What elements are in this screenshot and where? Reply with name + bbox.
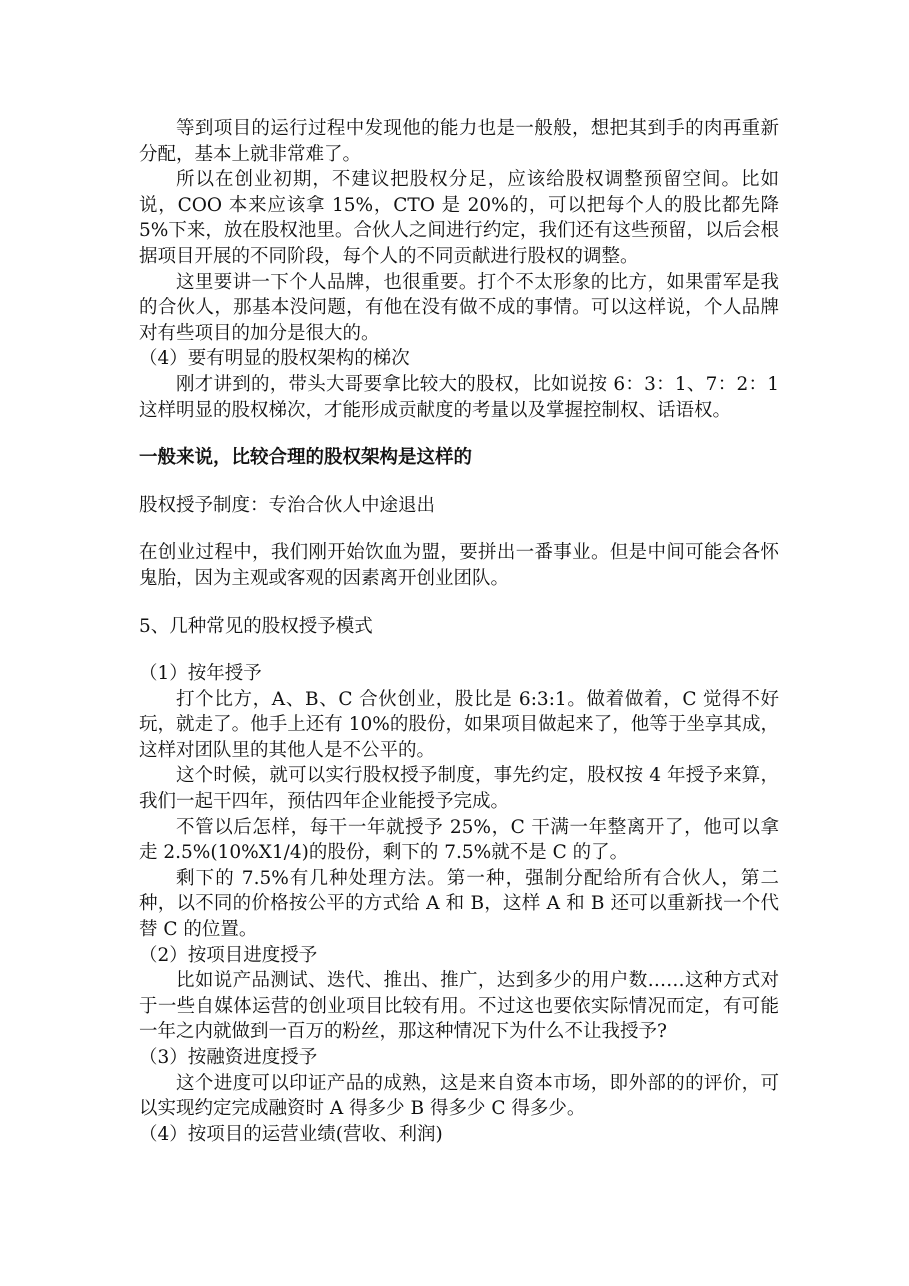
section-heading: 一般来说，比较合理的股权架构是这样的 xyxy=(139,447,473,469)
paragraph: 等到项目的运行过程中发现他的能力也是一般般，想把其到手的肉再重新分配，基本上就非常难了。 xyxy=(139,118,779,165)
subheading: （3）按融资进度授予 xyxy=(139,1047,318,1068)
subheading: （4）要有明显的股权架构的梯次 xyxy=(139,348,410,370)
paragraph: 刚才讲到的，带头大哥要拿比较大的股权，比如说按 6：3：1、7：2：1 这样明显的股权梯次，才能形成贡献度的考量以及掌握控制权、话语权。 xyxy=(139,373,779,421)
document-body xyxy=(139,116,779,1147)
subheading: （4）按项目的运营业绩(营收、利润) xyxy=(139,1123,443,1145)
paragraph: 在创业过程中，我们刚开始饮血为盟，要拼出一番事业。但是中间可能会各怀鬼胎，因为主观或客观的因素离开创业团队。 xyxy=(139,542,779,589)
section-title: 5、几种常见的股权授予模式 xyxy=(139,615,373,637)
subheading: （1）按年授予 xyxy=(139,663,262,685)
paragraph: 这个进度可以印证产品的成熟，这是来自资本市场，即外部的的评价，可以实现约定完成融资时 A 得多少 B 得多少 C 得多少。 xyxy=(139,1072,779,1120)
paragraph: 打个比方，A、B、C 合伙创业，股比是 6:3:1。做着做着，C 觉得不好玩，就走了。他手上还有 10%的股份，如果项目做起来了，他等于坐享其成，这样对团队里的其他人是不公平的。 xyxy=(139,688,779,761)
paragraph: 这个时候，就可以实行股权授予制度，事先约定，股权按 4 年授予来算，我们一起干四年，预估四年企业能授予完成。 xyxy=(139,765,779,813)
paragraph: 所以在创业初期，不建议把股权分足，应该给股权调整预留空间。比如说，COO 本来应该拿 15%，CTO 是 20%的，可以把每个人的股比都先降 5%下来，放在股权池里。合伙人之间进行约定，我们还有这些预留，以后会根据项目开展的不同阶段，每个人的不同贡献进行股权的调整。 xyxy=(139,169,779,267)
subheading: （2）按项目进度授予 xyxy=(139,944,318,966)
paragraph: 比如说产品测试、迭代、推出、推广，达到多少的用户数……这种方式对于一些自媒体运营的创业项目比较有用。不过这也要依实际情况而定，有可能一年之内就做到一百万的粉丝，那这种情况下为什么不让我授予? xyxy=(139,970,779,1043)
paragraph: 这里要讲一下个人品牌，也很重要。打个不太形象的比方，如果雷军是我的合伙人，那基本没问题，有他在没有做不成的事情。可以这样说，个人品牌对有些项目的加分是很大的。 xyxy=(139,271,779,344)
paragraph: 剩下的 7.5%有几种处理方法。第一种，强制分配给所有合伙人，第二种，以不同的价格按公平的方式给 A 和 B，这样 A 和 B 还可以重新找一个代替 C 的位置。 xyxy=(139,867,779,941)
paragraph: 不管以后怎样，每干一年就授予 25%，C 干满一年整离开了，他可以拿走 2.5%(10%X1/4)的股份，剩下的 7.5%就不是 C 的了。 xyxy=(139,816,779,864)
section-subtitle: 股权授予制度：专治合伙人中途退出 xyxy=(139,494,436,516)
